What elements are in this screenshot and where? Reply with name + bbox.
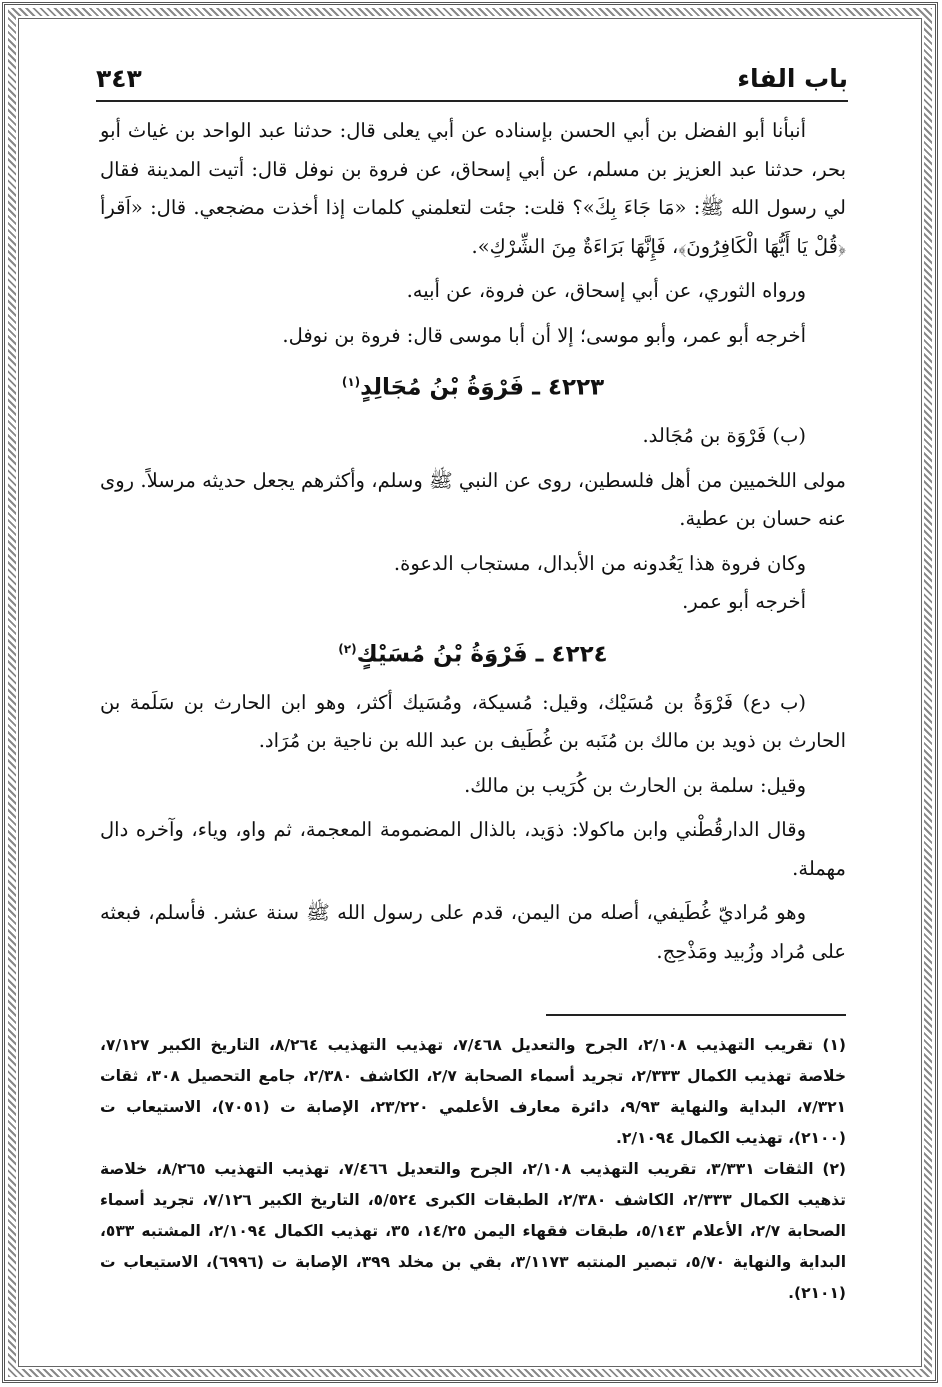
page-header <box>96 58 848 98</box>
paragraph-abdal: وكان فروة هذا يَعُدونه من الأبدال، مستجاب الدعوة. <box>393 551 806 575</box>
entry-number: ٤٢٢٤ <box>551 641 608 668</box>
paragraph-takhrij-2: أخرجه أبو عمر. <box>682 590 806 614</box>
footnote-1: (١) تقريب التهذيب ٢/١٠٨، الجرح والتعديل ٧/٤٦٨، تهذيب التهذيب ٨/٢٦٤، التاريخ الكبير ٧/١٢٧، خلاصة تهذيب الكمال ٢/٣٣٣، تجريد أسماء الصحابة ٢/٧، الكاشف ٢/٣٨٠، جامع التحصيل ٣٠٨، ثقات ٧/٣٢١، البداية والنهاية ٩/٩٣، دائرة معارف الأعلمي ٢٣/٢٢٠، الإصابة ت (٧٠٥١)، الاستيعاب ت (٢١٠٠)، تهذيب الكمال ٢/١٠٩٤. <box>100 1036 847 1147</box>
entry-dash: ـ <box>535 641 544 668</box>
entry-name: فَرْوَةُ بْنُ مُجَالِدٍ <box>360 374 525 401</box>
entry-name: فَرْوَةُ بْنُ مُسَيْكٍ <box>356 641 528 668</box>
paragraph-muradi: وهو مُراديّ غُطَيفي، أصله من اليمن، قدم على رسول الله ﷺ سنة عشر. فأسلم، فبعثه على مُراد وزُبيد ومَذْحِج. <box>100 901 846 963</box>
entry-dash: ـ <box>532 374 540 401</box>
footnotes <box>100 1030 846 1309</box>
footnote-ref: (٢) <box>338 641 357 656</box>
entry-heading-4223 <box>100 363 846 407</box>
entry-number: ٤٢٢٣ <box>548 374 605 401</box>
page-number: ٣٤٣ <box>96 64 142 93</box>
paragraph-hadith: أنبأنا أبو الفضل بن أبي الحسن بإسناده عن أبي يعلى قال: حدثنا عبد الواحد بن غياث أبو بحر، حدثنا عبد العزيز بن مسلم، عن أبي إسحاق، عن فروة بن نوفل قال: أتيت المدينة فقال لي رسول الله ﷺ: «مَا جَاءَ بِكَ»؟ قلت: جئت لتعلمني كلمات إذا أخذت مضجعي. قال: «اَقرأ ﴿قُلْ يَا أَيُّهَا الْكَافِرُونَ﴾، فَإِنَّهَا بَرَاءَةٌ مِنَ الشِّرْكِ». <box>100 119 846 258</box>
paragraph-nasab: (ب دع) فَرْوَةُ بن مُسَيْك، وقيل: مُسيكة، ومُسَيك أكثر، وهو ابن الحارث بن سَلَمة بن الحارث بن ذويد بن مالك بن مُنَبه بن غُطَيف بن عبد الله بن ناجية بن مُرَاد. <box>100 690 846 753</box>
paragraph-qila: وقيل: سلمة بن الحارث بن كُرَيب بن مالك. <box>464 773 806 797</box>
paragraph-takhrij-1: أخرجه أبو عمر، وأبو موسى؛ إلا أن أبا موسى قال: فروة بن نوفل. <box>282 323 806 347</box>
main-text <box>100 112 846 971</box>
footnote-2: (٢) الثقات ٣/٣٣١، تقريب التهذيب ٢/١٠٨، الجرح والتعديل ٧/٤٦٦، تهذيب التهذيب ٨/٢٦٥، خلاصة تذهيب الكمال ٢/٣٣٣، الكاشف ٢/٣٨٠، الطبقات الكبرى ٥/٥٢٤، التاريخ الكبير ٧/١٢٦، تجريد أسماء الصحابة ٢/٧، الأعلام ٥/١٤٣، طبقات فقهاء اليمن ١٤/٢٥، ٣٥، تهذيب الكمال ٢/١٠٩٤، المشتبه ٥٣٣، البداية والنهاية ٥/٧٠، تبصير المنتبه ٣/١١٧٣، بقي بن مخلد ٣٩٩، الإصابة ت (٦٩٩٦)، الاستيعاب ت (٢١٠١). <box>100 1160 847 1302</box>
footnote-ref: (١) <box>341 375 361 389</box>
paragraph-daraqutni: وقال الدارقُطْني وابن ماكولا: ذوَيد، بالذال المضمومة المعجمة، ثم واو، وياء، وآخره دال مهملة. <box>100 818 846 880</box>
paragraph-bio: مولى اللخميين من أهل فلسطين، روى عن النبي ﷺ وسلم، وأكثرهم يجعل حديثه مرسلاً. روى عنه حسان بن عطية. <box>100 468 846 531</box>
running-title: باب الفاء <box>737 64 848 93</box>
header-rule <box>96 100 848 102</box>
footnote-separator <box>546 1014 846 1016</box>
paragraph-riwaya: ورواه الثوري، عن أبي إسحاق، عن فروة، عن أبيه. <box>406 279 806 302</box>
entry-heading-4224 <box>100 630 846 674</box>
paragraph-code: (ب) فَرْوَة بن مُجَالد. <box>642 424 806 448</box>
